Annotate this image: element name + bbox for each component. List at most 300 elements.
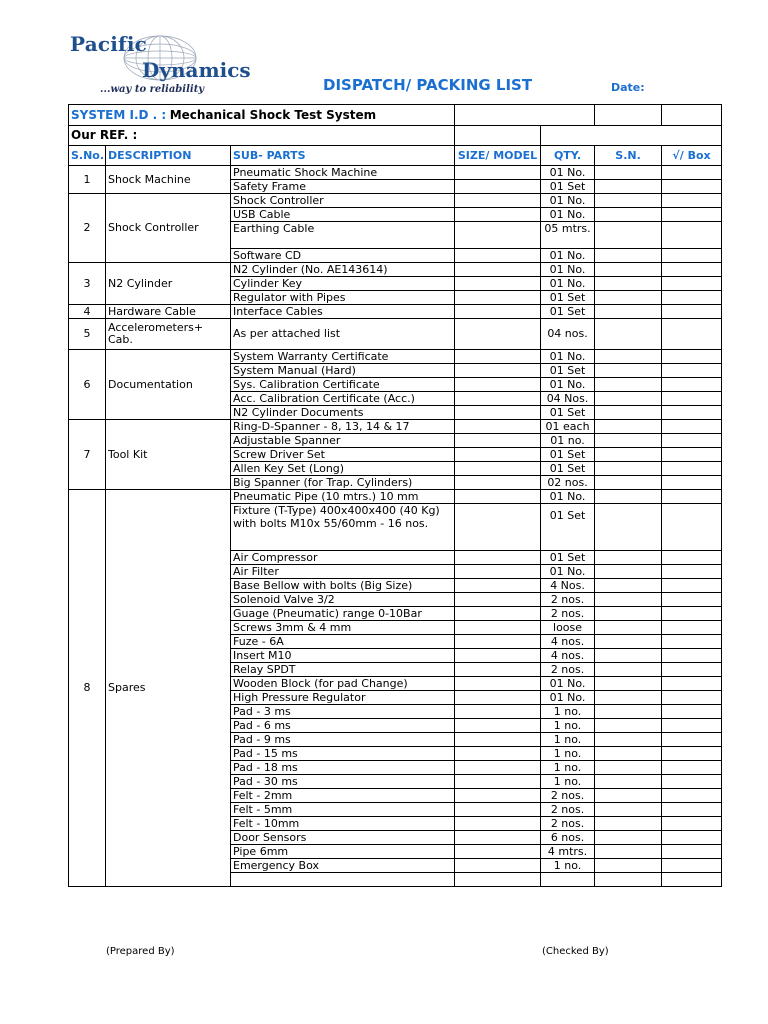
empty-cell xyxy=(662,677,721,691)
qty-value: 01 Set xyxy=(541,504,594,551)
sub-part-label: Shock Controller xyxy=(231,194,454,208)
item-qty xyxy=(541,305,595,319)
qty-value: 01 Set xyxy=(549,305,586,318)
empty-cell xyxy=(595,705,661,719)
empty-cell xyxy=(455,621,540,635)
empty-cell xyxy=(595,691,661,705)
qty-value: 01 No. xyxy=(541,691,594,705)
empty-cell xyxy=(595,859,661,873)
qty-value: 4 mtrs. xyxy=(541,845,594,859)
empty-cell xyxy=(595,319,661,349)
item-row xyxy=(69,305,722,319)
item-box-check xyxy=(662,319,722,350)
sub-part-label: Sys. Calibration Certificate xyxy=(231,378,454,392)
empty-cell xyxy=(662,747,721,761)
qty-value: 2 nos. xyxy=(541,663,594,677)
qty-value: 6 nos. xyxy=(541,831,594,845)
sub-part-label: Door Sensors xyxy=(231,831,454,845)
empty-cell xyxy=(595,504,661,551)
sub-part-label: Safety Frame xyxy=(233,180,306,193)
empty-cell xyxy=(455,803,540,817)
item-sno: 8 xyxy=(69,490,106,887)
empty-cell xyxy=(455,180,540,193)
empty-cell xyxy=(595,350,661,364)
sub-part-label: Big Spanner (for Trap. Cylinders) xyxy=(233,476,413,489)
empty-cell xyxy=(662,350,721,364)
company-logo xyxy=(68,30,268,100)
qty-value: 04 nos. xyxy=(547,327,588,340)
empty-cell xyxy=(455,593,540,607)
empty-cell xyxy=(595,392,661,406)
empty-cell xyxy=(455,263,540,277)
empty-cell xyxy=(595,378,661,392)
item-row xyxy=(69,420,722,490)
empty-cell xyxy=(595,803,661,817)
item-description: Spares xyxy=(106,490,231,887)
empty-cell xyxy=(455,319,540,349)
empty-cell xyxy=(662,462,721,476)
qty-value: 2 nos. xyxy=(541,817,594,831)
prepared-by-label: (Prepared By) xyxy=(106,946,175,957)
qty-value: 01 No. xyxy=(541,490,594,504)
empty-cell xyxy=(595,579,661,593)
item-description: Accelerometers+ Cab. xyxy=(106,319,231,350)
empty-cell xyxy=(662,831,721,845)
header-description: DESCRIPTION xyxy=(106,146,231,166)
item-row xyxy=(69,490,722,887)
qty-value: 01 No. xyxy=(541,194,594,208)
empty-cell xyxy=(662,319,721,349)
item-box-check xyxy=(662,166,722,194)
item-serial xyxy=(595,194,662,263)
empty-cell xyxy=(455,733,540,747)
empty-cell xyxy=(662,859,721,873)
empty-cell xyxy=(455,761,540,775)
logo-text-pacific: Pacific xyxy=(70,32,148,56)
our-ref-label: Our REF. : xyxy=(71,128,138,142)
sub-part-label: Felt - 10mm xyxy=(231,817,454,831)
header-sn: S.N. xyxy=(595,146,662,166)
qty-value: 1 no. xyxy=(541,705,594,719)
sub-part-label: System Manual (Hard) xyxy=(231,364,454,378)
empty-cell xyxy=(662,719,721,733)
qty-value: 01 No. xyxy=(541,166,594,180)
empty-cell xyxy=(662,364,721,378)
qty-value: 2 nos. xyxy=(541,607,594,621)
empty-cell xyxy=(662,490,721,504)
item-sub-parts xyxy=(231,319,455,350)
item-size-model xyxy=(455,305,541,319)
empty-cell xyxy=(455,691,540,705)
empty-cell xyxy=(662,845,721,859)
empty-cell xyxy=(455,817,540,831)
sub-part-label: Insert M10 xyxy=(231,649,454,663)
sub-part-label: Interface Cables xyxy=(233,305,323,318)
empty-cell xyxy=(455,350,540,364)
qty-value: 05 mtrs. xyxy=(541,222,594,249)
empty-cell xyxy=(455,677,540,691)
empty-cell xyxy=(455,291,540,304)
packing-list-table xyxy=(68,104,722,887)
empty-cell xyxy=(662,420,721,434)
sub-part-label: Air Compressor xyxy=(231,551,454,565)
empty-cell xyxy=(595,565,661,579)
empty-cell xyxy=(662,649,721,663)
qty-value: 01 No. xyxy=(541,378,594,392)
sub-part-label: Screw Driver Set xyxy=(231,448,454,462)
sub-part-label: Wooden Block (for pad Change) xyxy=(231,677,454,691)
empty-cell xyxy=(595,607,661,621)
qty-value: 01 No. xyxy=(541,208,594,222)
empty-cell xyxy=(662,691,721,705)
qty-value: 01 Set xyxy=(549,406,586,419)
empty-cell xyxy=(455,845,540,859)
document-title: DISPATCH/ PACKING LIST xyxy=(323,76,533,94)
sub-part-label: Pad - 15 ms xyxy=(231,747,454,761)
header-box-check: √/ Box xyxy=(662,146,722,166)
sub-part-label: Pneumatic Pipe (10 mtrs.) 10 mm xyxy=(231,490,454,504)
system-id-value: Mechanical Shock Test System xyxy=(169,107,377,122)
qty-value: 4 nos. xyxy=(541,649,594,663)
sub-part-label: Screws 3mm & 4 mm xyxy=(231,621,454,635)
empty-cell xyxy=(595,677,661,691)
sub-part-label: Pad - 18 ms xyxy=(231,761,454,775)
empty-cell xyxy=(455,635,540,649)
sub-part-label: As per attached list xyxy=(233,327,341,340)
empty-cell xyxy=(662,222,721,249)
empty-cell xyxy=(595,635,661,649)
sub-part-label: Software CD xyxy=(233,249,302,262)
item-serial xyxy=(595,350,662,420)
empty-cell xyxy=(455,747,540,761)
our-ref-row xyxy=(69,126,722,146)
empty-cell xyxy=(595,180,661,193)
qty-value: 01 No. xyxy=(541,565,594,579)
qty-value: 1 no. xyxy=(541,775,594,789)
item-sub-parts xyxy=(231,166,455,194)
sub-part-label: Relay SPDT xyxy=(231,663,454,677)
sub-part-label: USB Cable xyxy=(231,208,454,222)
empty-cell xyxy=(662,263,721,277)
sub-part-label: N2 Cylinder Documents xyxy=(233,406,364,419)
qty-value: 01 Set xyxy=(549,180,586,193)
empty-cell xyxy=(455,719,540,733)
item-sno: 4 xyxy=(69,305,106,319)
item-sub-parts xyxy=(231,263,455,305)
item-size-model xyxy=(455,166,541,194)
qty-value: 1 no. xyxy=(541,747,594,761)
empty-cell xyxy=(455,859,540,873)
item-serial xyxy=(595,420,662,490)
qty-value: 2 nos. xyxy=(541,593,594,607)
sub-part-label: Fuze - 6A xyxy=(231,635,454,649)
empty-cell xyxy=(662,579,721,593)
item-sub-parts xyxy=(231,350,455,420)
empty-cell xyxy=(595,490,661,504)
empty-cell xyxy=(455,249,540,262)
sub-part-label: Acc. Calibration Certificate (Acc.) xyxy=(231,392,454,406)
sub-part-label: Pad - 6 ms xyxy=(231,719,454,733)
empty-cell xyxy=(455,579,540,593)
sub-part-label: Pad - 30 ms xyxy=(231,775,454,789)
item-description: N2 Cylinder xyxy=(106,263,231,305)
empty-cell xyxy=(455,420,540,434)
item-size-model xyxy=(455,263,541,305)
system-id-label: SYSTEM I.D . : xyxy=(71,107,167,122)
empty-cell xyxy=(455,775,540,789)
item-row xyxy=(69,263,722,305)
item-size-model xyxy=(455,194,541,263)
empty-cell xyxy=(662,406,721,419)
sub-part-label: Emergency Box xyxy=(231,859,454,873)
empty-cell xyxy=(662,166,721,180)
item-sno: 7 xyxy=(69,420,106,490)
item-row xyxy=(69,319,722,350)
item-serial xyxy=(595,319,662,350)
qty-value: 1 no. xyxy=(541,761,594,775)
empty-cell xyxy=(455,166,540,180)
empty-cell xyxy=(455,364,540,378)
sub-part-label: Guage (Pneumatic) range 0-10Bar xyxy=(231,607,454,621)
item-sno: 6 xyxy=(69,350,106,420)
item-sno: 3 xyxy=(69,263,106,305)
empty-cell xyxy=(595,222,661,249)
sub-part-label: Felt - 2mm xyxy=(231,789,454,803)
qty-value: 4 Nos. xyxy=(541,579,594,593)
empty-cell xyxy=(662,775,721,789)
qty-value: 01 No. xyxy=(541,263,594,277)
sub-part-label: N2 Cylinder (No. AE143614) xyxy=(231,263,454,277)
empty-cell xyxy=(662,249,721,262)
system-id-row xyxy=(69,105,722,126)
empty-cell xyxy=(662,817,721,831)
item-qty xyxy=(541,263,595,305)
sub-part-label: Felt - 5mm xyxy=(231,803,454,817)
qty-value: 01 No. xyxy=(541,677,594,691)
empty-cell xyxy=(455,305,540,318)
empty-cell xyxy=(595,761,661,775)
item-box-check xyxy=(662,420,722,490)
empty-cell xyxy=(455,504,540,551)
empty-cell xyxy=(595,747,661,761)
item-qty xyxy=(541,350,595,420)
empty-cell xyxy=(662,504,721,551)
empty-cell xyxy=(455,565,540,579)
header-size-model: SIZE/ MODEL xyxy=(455,146,541,166)
item-description: Shock Controller xyxy=(106,194,231,263)
empty-cell xyxy=(595,305,661,318)
empty-cell xyxy=(455,448,540,462)
qty-value: 1 no. xyxy=(541,733,594,747)
empty-cell xyxy=(595,817,661,831)
empty-cell xyxy=(595,621,661,635)
qty-value: 01 Set xyxy=(541,364,594,378)
item-serial xyxy=(595,166,662,194)
empty-cell xyxy=(595,194,661,208)
empty-cell xyxy=(595,291,661,304)
empty-cell xyxy=(595,733,661,747)
empty-cell xyxy=(455,551,540,565)
item-box-check xyxy=(662,350,722,420)
item-sub-parts xyxy=(231,490,455,887)
empty-cell xyxy=(455,208,540,222)
qty-value: 1 no. xyxy=(541,859,594,873)
empty-cell xyxy=(595,873,661,886)
empty-cell xyxy=(595,831,661,845)
empty-cell xyxy=(662,208,721,222)
item-sno: 1 xyxy=(69,166,106,194)
empty-cell xyxy=(595,434,661,448)
empty-cell xyxy=(455,490,540,504)
empty-cell xyxy=(455,831,540,845)
sub-part-label: Base Bellow with bolts (Big Size) xyxy=(231,579,454,593)
empty-cell xyxy=(595,476,661,489)
empty-cell xyxy=(662,761,721,775)
item-qty xyxy=(541,490,595,887)
empty-cell xyxy=(662,392,721,406)
empty-cell xyxy=(231,873,454,886)
empty-cell xyxy=(662,476,721,489)
empty-cell xyxy=(595,166,661,180)
item-qty xyxy=(541,166,595,194)
empty-cell xyxy=(662,621,721,635)
empty-cell xyxy=(662,565,721,579)
qty-value: 2 nos. xyxy=(541,803,594,817)
empty-cell xyxy=(455,222,540,249)
item-size-model xyxy=(455,490,541,887)
empty-cell xyxy=(455,476,540,489)
empty-cell xyxy=(662,663,721,677)
empty-cell xyxy=(595,249,661,262)
qty-value: 01 No. xyxy=(541,277,594,291)
qty-value: 2 nos. xyxy=(541,789,594,803)
empty-cell xyxy=(455,705,540,719)
empty-cell xyxy=(595,719,661,733)
header-sub-parts: SUB- PARTS xyxy=(231,146,455,166)
empty-cell xyxy=(455,789,540,803)
empty-cell xyxy=(662,873,721,886)
empty-cell xyxy=(595,551,661,565)
sub-part-label: Cylinder Key xyxy=(231,277,454,291)
empty-cell xyxy=(455,434,540,448)
sub-part-label: Pipe 6mm xyxy=(231,845,454,859)
empty-cell xyxy=(662,378,721,392)
item-description: Tool Kit xyxy=(106,420,231,490)
empty-cell xyxy=(595,775,661,789)
item-row xyxy=(69,350,722,420)
empty-cell xyxy=(662,705,721,719)
item-description: Shock Machine xyxy=(106,166,231,194)
empty-cell xyxy=(595,364,661,378)
item-sub-parts xyxy=(231,194,455,263)
qty-value: 02 nos. xyxy=(547,476,588,489)
item-size-model xyxy=(455,420,541,490)
checked-by-label: (Checked By) xyxy=(542,946,609,957)
item-sub-parts xyxy=(231,420,455,490)
item-description: Hardware Cable xyxy=(106,305,231,319)
sub-part-label: System Warranty Certificate xyxy=(231,350,454,364)
item-serial xyxy=(595,305,662,319)
item-serial xyxy=(595,490,662,887)
empty-cell xyxy=(595,448,661,462)
sub-part-label: Pneumatic Shock Machine xyxy=(231,166,454,180)
item-qty xyxy=(541,319,595,350)
header-qty: QTY. xyxy=(541,146,595,166)
sub-part-label: Pad - 9 ms xyxy=(231,733,454,747)
empty-cell xyxy=(662,593,721,607)
empty-cell xyxy=(662,180,721,193)
empty-cell xyxy=(662,733,721,747)
empty-cell xyxy=(455,663,540,677)
item-serial xyxy=(595,263,662,305)
qty-value: 4 nos. xyxy=(541,635,594,649)
sub-part-label: Solenoid Valve 3/2 xyxy=(231,593,454,607)
qty-value: 01 Set xyxy=(549,291,586,304)
empty-cell xyxy=(455,406,540,419)
table-header-row xyxy=(69,146,722,166)
empty-cell xyxy=(595,420,661,434)
empty-cell xyxy=(662,291,721,304)
empty-cell xyxy=(662,305,721,318)
empty-cell xyxy=(455,277,540,291)
empty-cell xyxy=(662,277,721,291)
empty-cell xyxy=(455,194,540,208)
item-sno: 2 xyxy=(69,194,106,263)
empty-cell xyxy=(595,789,661,803)
empty-cell xyxy=(595,462,661,476)
empty-cell xyxy=(595,663,661,677)
sub-part-label: Ring-D-Spanner - 8, 13, 14 & 17 xyxy=(231,420,454,434)
item-box-check xyxy=(662,305,722,319)
empty-cell xyxy=(662,789,721,803)
empty-cell xyxy=(595,263,661,277)
empty-cell xyxy=(662,635,721,649)
logo-text-dynamics: Dynamics xyxy=(142,58,251,82)
empty-cell xyxy=(595,593,661,607)
sub-part-label: Adjustable Spanner xyxy=(231,434,454,448)
item-size-model xyxy=(455,350,541,420)
empty-cell xyxy=(455,378,540,392)
item-size-model xyxy=(455,319,541,350)
item-qty xyxy=(541,194,595,263)
empty-cell xyxy=(662,551,721,565)
qty-value: 01 Set xyxy=(541,448,594,462)
empty-cell xyxy=(662,607,721,621)
empty-cell xyxy=(662,434,721,448)
sub-part-label: High Pressure Regulator xyxy=(231,691,454,705)
qty-value: 01 no. xyxy=(541,434,594,448)
sub-part-label: Pad - 3 ms xyxy=(231,705,454,719)
empty-cell xyxy=(595,208,661,222)
qty-value: 04 Nos. xyxy=(541,392,594,406)
empty-cell xyxy=(662,803,721,817)
logo-tagline: ...way to reliability xyxy=(100,84,205,95)
item-sno: 5 xyxy=(69,319,106,350)
empty-cell xyxy=(595,649,661,663)
empty-cell xyxy=(595,406,661,419)
empty-cell xyxy=(662,194,721,208)
empty-cell xyxy=(455,392,540,406)
qty-value: loose xyxy=(541,621,594,635)
item-row xyxy=(69,194,722,263)
sub-part-label: Allen Key Set (Long) xyxy=(231,462,454,476)
qty-value: 01 No. xyxy=(549,249,586,262)
empty-cell xyxy=(455,607,540,621)
item-row xyxy=(69,166,722,194)
empty-cell xyxy=(662,448,721,462)
qty-value: 01 each xyxy=(541,420,594,434)
qty-value: 01 No. xyxy=(541,350,594,364)
